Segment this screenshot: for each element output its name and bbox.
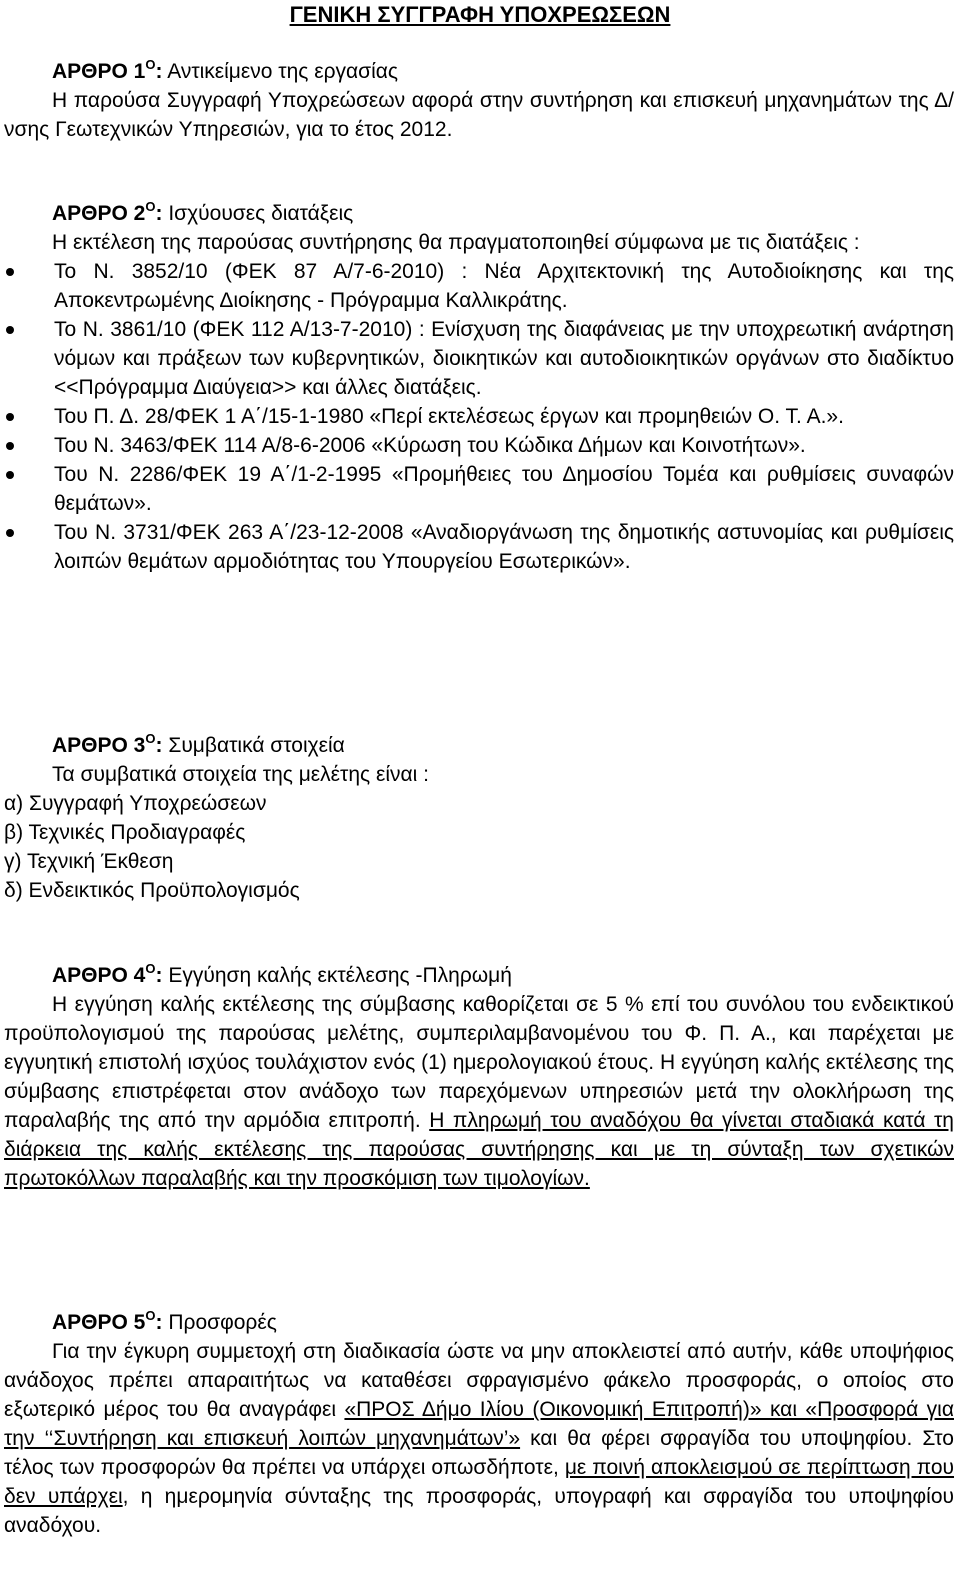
article-5-number: ΑΡΘΡΟ 5: [52, 1311, 146, 1334]
article-1: [4, 57, 954, 144]
law-text: Το Ν. 3852/10 (ΦΕΚ 87 Α/7-6-2010) : Νέα Αρχιτεκτονική της Αυτοδιοίκησης και της Αποκεντρωμένης Διοίκησης - Πρόγραμμα Καλλικράτης.: [54, 260, 954, 312]
list-item: [4, 460, 954, 518]
article-3-heading: [4, 731, 954, 760]
law-text: Το Ν. 3861/10 (ΦΕΚ 112 Α/13-7-2010) : Ενίσχυση της διαφάνειας με την υποχρεωτική ανάρτηση νόμων και πράξεων των κυβερνητικών, διοικητικών και αυτοδιοικητικών οργάνων στο διαδίκτυο <<Πρόγραμμα Διαύγεια>> και άλλες διατάξεις.: [54, 318, 954, 399]
list-item: [4, 257, 954, 315]
offer-text-3: , η ημερομηνία σύνταξης της προσφοράς, υπογραφή και σφραγίδα του υποψηφίου αναδόχου.: [4, 1485, 954, 1537]
bullet-icon: [6, 471, 14, 479]
contract-documents-list: [4, 789, 954, 905]
article-1-text: Η παρούσα Συγγραφή Υποχρεώσεων αφορά στην συντήρηση και επισκευή μηχανημάτων της Δ/νσης Γεωτεχνικών Υπηρεσιών, για το έτος 2012.: [4, 89, 954, 141]
list-item: [4, 518, 954, 576]
article-1-name: Αντικείμενο της εργασίας: [167, 60, 399, 83]
article-1-ordinal: Ο: [145, 57, 156, 72]
article-2: [4, 199, 954, 576]
article-4-colon: :: [155, 964, 163, 987]
article-1-colon: :: [155, 60, 163, 83]
law-text: Του Ν. 3463/ΦΕΚ 114 Α/8-6-2006 «Κύρωση του Κώδικα Δήμων και Κοινοτήτων».: [54, 434, 806, 457]
article-2-name: Ισχύουσες διατάξεις: [168, 202, 354, 225]
article-4-text: [4, 990, 954, 1193]
law-text: Του Π. Δ. 28/ΦΕΚ 1 Α΄/15-1-1980 «Περί εκτελέσεως έργων και προμηθειών Ο. Τ. Α.».: [54, 405, 844, 428]
article-5-ordinal: Ο: [145, 1308, 156, 1323]
article-4-ordinal: Ο: [145, 961, 156, 976]
article-1-heading: [4, 57, 954, 86]
article-2-ordinal: Ο: [145, 199, 156, 214]
article-3-number: ΑΡΘΡΟ 3: [52, 734, 146, 757]
list-item: [4, 402, 954, 431]
list-item: α) Συγγραφή Υποχρεώσεων: [4, 792, 267, 815]
article-3-intro: Τα συμβατικά στοιχεία της μελέτης είναι :: [52, 763, 429, 786]
article-4: [4, 961, 954, 1193]
bullet-icon: [6, 326, 14, 334]
bullet-icon: [6, 268, 14, 276]
article-2-colon: :: [155, 202, 163, 225]
article-5-name: Προσφορές: [168, 1311, 277, 1334]
exclusion-penalty-text: με ποινή αποκλεισμού σε περίπτωση που δεν υπάρχει: [4, 1456, 955, 1508]
article-3-name: Συμβατικά στοιχεία: [168, 734, 345, 757]
article-3: [4, 731, 954, 905]
article-5-text: [4, 1337, 954, 1540]
bullet-icon: [6, 529, 14, 537]
guarantee-text: Η εγγύηση καλής εκτέλεσης της σύμβασης καθορίζεται σε 5 % επί του συνόλου του ενδεικτικού προϋπολογισμού της παρούσας μελέτης, συμπεριλαμβανομένου του Φ. Π. Α., και παρέχεται με εγγυητική επιστολή ισχύος τουλάχιστον ενός (1) ημερολογιακού έτους. Η εγγύηση καλής εκτέλεσης της σύμβασης επιστρέφεται στον ανάδοχο των παρεχόμενων υπηρεσιών μετά την ολοκλήρωση της παραλαβής της από την αρμόδια επιτροπή.: [4, 993, 954, 1132]
article-4-heading: [4, 961, 954, 990]
envelope-label-text: «ΠΡΟΣ Δήμο Ιλίου (Οικονομική Επιτροπή)» και «Προσφορά για την ‘‘Συντήρηση και επισκευή λοιπών μηχανημάτων’»: [4, 1398, 954, 1450]
bullet-icon: [6, 442, 14, 450]
article-5: [4, 1308, 954, 1540]
list-item: [4, 431, 954, 460]
article-3-ordinal: Ο: [145, 731, 156, 746]
article-2-heading: [4, 199, 954, 228]
law-text: Του Ν. 3731/ΦΕΚ 263 Α΄/23-12-2008 «Αναδιοργάνωση της δημοτικής αστυνομίας και ρυθμίσεις λοιπών θεμάτων αρμοδιότητας του Υπουργείου Εσωτερικών».: [54, 521, 954, 573]
article-3-colon: :: [155, 734, 163, 757]
article-5-heading: [4, 1308, 954, 1337]
offer-text-1: Για την έγκυρη συμμετοχή στη διαδικασία ώστε να μην αποκλειστεί από αυτήν, κάθε υποψήφιος ανάδοχος πρέπει απαραιτήτως να καταθέσει σφραγισμένο φάκελο προσφοράς, ο οποίος στο εξωτερικό μέρος του θα αναγράφει: [4, 1340, 954, 1421]
article-4-number: ΑΡΘΡΟ 4: [52, 964, 146, 987]
list-item: [4, 315, 954, 402]
article-2-intro: Η εκτέλεση της παρούσας συντήρησης θα πραγματοποιηθεί σύμφωνα με τις διατάξεις :: [52, 231, 860, 254]
law-text: Του Ν. 2286/ΦΕΚ 19 Α΄/1-2-1995 «Προμήθειες του Δημοσίου Τομέα και ρυθμίσεις συναφών θεμάτων».: [54, 463, 954, 515]
article-1-number: ΑΡΘΡΟ 1: [52, 60, 146, 83]
article-4-name: Εγγύηση καλής εκτέλεσης -Πληρωμή: [168, 964, 512, 987]
list-item: δ) Ενδεικτικός Προϋπολογισμός: [4, 879, 300, 902]
list-item: β) Τεχνικές Προδιαγραφές: [4, 821, 246, 844]
list-item: γ) Τεχνική Έκθεση: [4, 850, 174, 873]
article-2-number: ΑΡΘΡΟ 2: [52, 202, 146, 225]
offer-text-2: και θα φέρει σφραγίδα του υποψηφίου. Στο τέλος των προσφορών θα πρέπει να υπάρχει οπωσδήποτε,: [4, 1427, 954, 1479]
bullet-icon: [6, 413, 14, 421]
laws-list: [4, 257, 954, 576]
document-title: ΓΕΝΙΚΗ ΣΥΓΓΡΑΦΗ ΥΠΟΧΡΕΩΣΕΩΝ: [289, 2, 671, 27]
article-5-colon: :: [155, 1311, 163, 1334]
payment-text: Η πληρωμή του αναδόχου θα γίνεται σταδιακά κατά τη διάρκεια της καλής εκτέλεσης της παρούσας συντήρησης και με τη σύνταξη των σχετικών πρωτοκόλλων παραλαβής και την προσκόμιση των τιμολογίων.: [4, 1109, 954, 1190]
